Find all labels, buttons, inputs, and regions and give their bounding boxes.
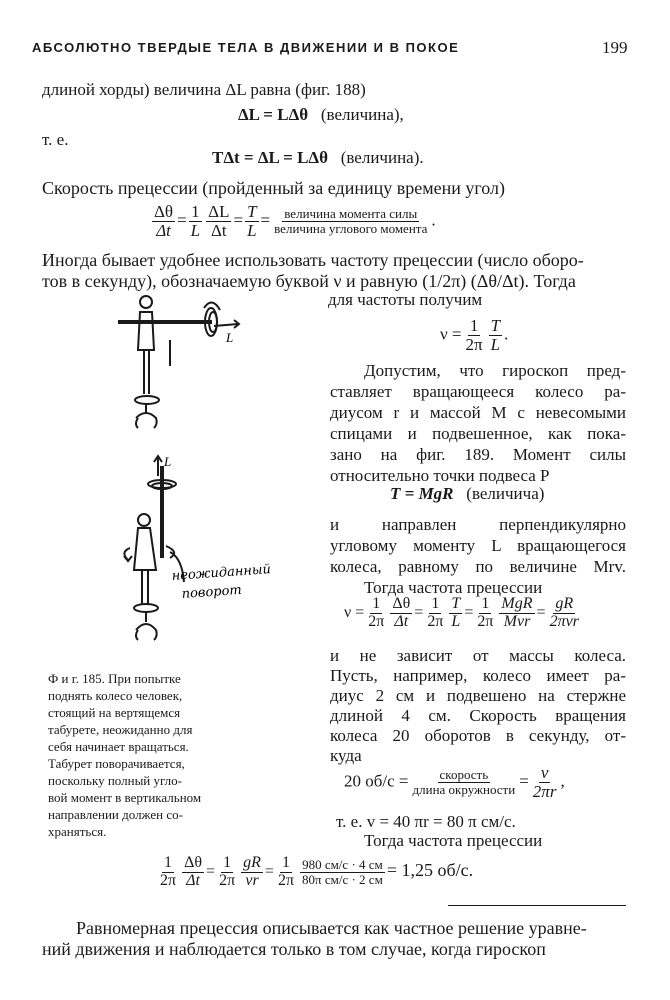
handwritten-note: неожиданный xyxy=(171,562,272,584)
text-line: Скорость прецессии (пройденный за единицу времени угол) xyxy=(42,178,506,198)
equation-3: $\frac{\Delta\theta}{\Delta t}$ = $\frac{1}{L}$ $\frac{\Delta L}{\Delta t}$ = $\frac{T}{L}$ = $\frac{\text{величина момента силы}}{\text{величина углового момента}}$ . xyxy=(154,202,436,240)
text-line: длиной хорды) величина ΔL равна (фиг. 188) xyxy=(42,80,366,99)
text-line: Равномерная прецессия описывается как частное решение уравне- xyxy=(76,918,587,938)
figure-caption: Ф и г. 185. При попытке поднять колесо человек, стоящий на вертящемся табурете, неожиданно для себя начинает вращаться. Табурет поворачивается, поскольку полный угло- вой момент в вертикальном направлении должен со- храняться. xyxy=(48,671,202,839)
text-line: ний движения и наблюдается только в том случае, когда гироскоп xyxy=(42,939,546,959)
text-line: тов в секунду), обозначаемую буквой ν и равную (1/2π) (Δθ/Δt). Тогда xyxy=(42,271,576,291)
text-line: Иногда бывает удобнее использовать частоту прецессии (число оборо- xyxy=(42,250,584,270)
paragraph: и направлен перпендикулярно угловому моменту L вращающегося колеса, равному по величине Mrv. Тогда частота прецессии xyxy=(330,515,626,597)
axis-label-L: L xyxy=(164,454,172,469)
text-line: Тогда частота прецессии xyxy=(364,831,543,850)
equation-8: т. е. v = 40 πr = 80 π см/с. xyxy=(336,812,516,831)
paragraph: и не зависит от массы колеса. Пусть, например, колесо имеет ра- диус 2 см и подвешено на стержне длиной 4 см. Скорость вращения колеса 20 оборотов в секунду, от- куда xyxy=(330,646,626,765)
equation-2: TΔt = ΔL = LΔθ (величина). xyxy=(212,148,424,167)
equation-5: T = MgR (величича) xyxy=(390,484,545,503)
handwritten-note: поворот xyxy=(181,582,243,602)
running-title: АБСОЛЮТНО ТВЕРДЫЕ ТЕЛА В ДВИЖЕНИИ И В ПОКОЕ xyxy=(32,40,460,55)
page-number: 199 xyxy=(602,38,628,57)
paragraph: Допустим, что гироскоп пред- ставляет вращающееся колесо ра- диусом r и массой M с невесомыми спицами и подвешенное, как пока- зано на фиг. 189. Момент силы относительно точки подвеса P xyxy=(330,361,626,485)
figure-185 xyxy=(100,290,290,660)
equation-9: $\frac{1}{2\pi}$ $\frac{\Delta\theta}{\Delta t}$ = $\frac{1}{2\pi}$ $\frac{gR}{vr}$ = $\frac{1}{2\pi}$ $\frac{980 см/с \cdot 4 см}{\text{80π см/с · 2 см}}$ = 1,25 об/с. xyxy=(160,854,474,889)
axis-label-L: L xyxy=(226,330,234,345)
equation-7: 20 об/с = $\frac{\text{скорость}}{\text{длина окружности}}$ = $\frac{v}{2\pi r}$ , xyxy=(344,763,565,801)
equation-4: ν = $\frac{1}{2\pi}$ $\frac{T}{L}$ . xyxy=(440,316,509,354)
te-label: т. е. xyxy=(42,130,69,149)
equation-6: ν = $\frac{1}{2\pi}$ $\frac{\Delta\theta}{\Delta t}$ = $\frac{1}{2\pi}$ $\frac{T}{L}$ = $\frac{1}{2\pi}$ $\frac{\text{MgR}}{\text{Mvr}}$ = $\frac{gR}{\text{2πvr}}$ xyxy=(344,595,579,630)
text-line: для частоты получим xyxy=(328,290,483,309)
section-rule xyxy=(448,905,626,906)
equation-1: ΔL = LΔθ (величина), xyxy=(238,105,404,124)
